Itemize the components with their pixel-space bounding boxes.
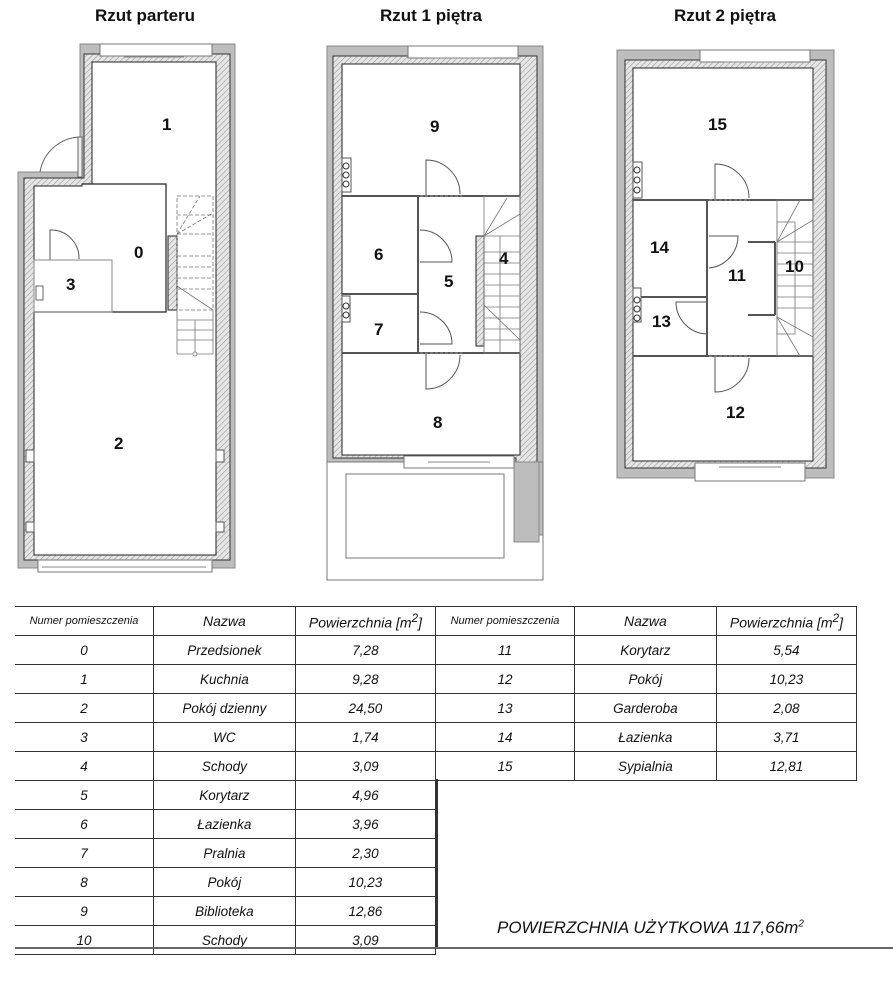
table-row: [15, 723, 436, 752]
cell-area: 10,23: [716, 665, 856, 694]
cell-name: Sypialnia: [575, 752, 717, 781]
room-label-9: 9: [430, 117, 440, 136]
plan-title-second: Rzut 2 piętra: [673, 6, 777, 25]
table-row: [15, 665, 436, 694]
room-label-7: 7: [374, 320, 384, 339]
cell-area: 4,96: [295, 781, 435, 810]
cell-num: 11: [436, 636, 575, 665]
table-header-row: [436, 607, 857, 636]
cell-num: 1: [15, 665, 153, 694]
cell-num: 3: [15, 723, 153, 752]
table-row: [15, 926, 436, 955]
cell-name: Przedsionek: [153, 636, 295, 665]
cell-area: 12,86: [295, 897, 435, 926]
cell-area: 12,81: [716, 752, 856, 781]
room-label-12: 12: [726, 403, 745, 422]
cell-name: Schody: [153, 926, 295, 955]
cell-name: Pokój: [153, 868, 295, 897]
header-name: Nazwa: [575, 607, 717, 636]
plan-title-ground: Rzut parteru: [94, 6, 196, 25]
cell-name: Kuchnia: [153, 665, 295, 694]
cell-num: 0: [15, 636, 153, 665]
bottom-rule: [15, 947, 893, 949]
table-row: [15, 694, 436, 723]
header-number: Numer pomieszczenia: [15, 607, 153, 636]
room-label-11: 11: [728, 266, 746, 285]
room-label-4: 4: [499, 249, 509, 268]
cell-num: 7: [15, 839, 153, 868]
header-number: Numer pomieszczenia: [436, 607, 575, 636]
cell-area: 10,23: [295, 868, 435, 897]
table-row: [436, 694, 857, 723]
room-label-13: 13: [652, 312, 671, 331]
rooms-table-left: [15, 606, 436, 955]
cell-area: 3,96: [295, 810, 435, 839]
cell-area: 7,28: [295, 636, 435, 665]
cell-num: 12: [436, 665, 575, 694]
header-area: Powierzchnia $[m^2]$: [716, 607, 856, 636]
table-row: [436, 665, 857, 694]
cell-area: 24,50: [295, 694, 435, 723]
table-row: [15, 810, 436, 839]
table-divider: [436, 779, 438, 949]
cell-area: 2,30: [295, 839, 435, 868]
total-usable-area: POWIERZCHNIA UŻYTKOWA $117,66m^2$: [497, 918, 804, 937]
cell-num: 2: [15, 694, 153, 723]
room-label-15: 15: [708, 115, 727, 134]
room-label-8: 8: [433, 413, 443, 432]
cell-area: 9,28: [295, 665, 435, 694]
room-label-5: 5: [444, 272, 454, 291]
room-label-6: 6: [374, 245, 384, 264]
cell-area: 2,08: [716, 694, 856, 723]
cell-name: Łazienka: [153, 810, 295, 839]
cell-area: 3,09: [295, 926, 435, 955]
cell-name: Garderoba: [575, 694, 717, 723]
room-label-0: 0: [134, 243, 144, 262]
cell-num: 9: [15, 897, 153, 926]
table-row: [15, 897, 436, 926]
room-label-14: 14: [650, 238, 669, 257]
plan-title-first: Rzut 1 piętra: [379, 6, 483, 25]
cell-name: Pralnia: [153, 839, 295, 868]
table-row: [436, 636, 857, 665]
cell-area: 3,09: [295, 752, 435, 781]
cell-num: 10: [15, 926, 153, 955]
table-row: [15, 839, 436, 868]
cell-name: Pokój dzienny: [153, 694, 295, 723]
cell-name: Biblioteka: [153, 897, 295, 926]
cell-num: 13: [436, 694, 575, 723]
cell-num: 14: [436, 723, 575, 752]
cell-name: WC: [153, 723, 295, 752]
cell-name: Schody: [153, 752, 295, 781]
cell-num: 15: [436, 752, 575, 781]
header-name: Nazwa: [153, 607, 295, 636]
cell-num: 4: [15, 752, 153, 781]
ground-floor-plan: [18, 44, 235, 572]
room-label-3: 3: [66, 275, 76, 294]
cell-num: 6: [15, 810, 153, 839]
room-label-1: 1: [162, 115, 172, 134]
room-label-2: 2: [114, 434, 124, 453]
cell-name: Korytarz: [575, 636, 717, 665]
table-row: [436, 723, 857, 752]
header-area: Powierzchnia $[m^2]$: [295, 607, 435, 636]
table-header-row: [15, 607, 436, 636]
cell-name: Łazienka: [575, 723, 717, 752]
table-row: [15, 781, 436, 810]
cell-name: Korytarz: [153, 781, 295, 810]
table-row: [15, 868, 436, 897]
table-row: [15, 636, 436, 665]
cell-name: Pokój: [575, 665, 717, 694]
table-row: [436, 752, 857, 781]
cell-num: 5: [15, 781, 153, 810]
rooms-table-right: [436, 606, 857, 781]
cell-area: 3,71: [716, 723, 856, 752]
room-label-10: 10: [785, 257, 804, 276]
cell-num: 8: [15, 868, 153, 897]
cell-area: 1,74: [295, 723, 435, 752]
table-row: [15, 752, 436, 781]
cell-area: 5,54: [716, 636, 856, 665]
